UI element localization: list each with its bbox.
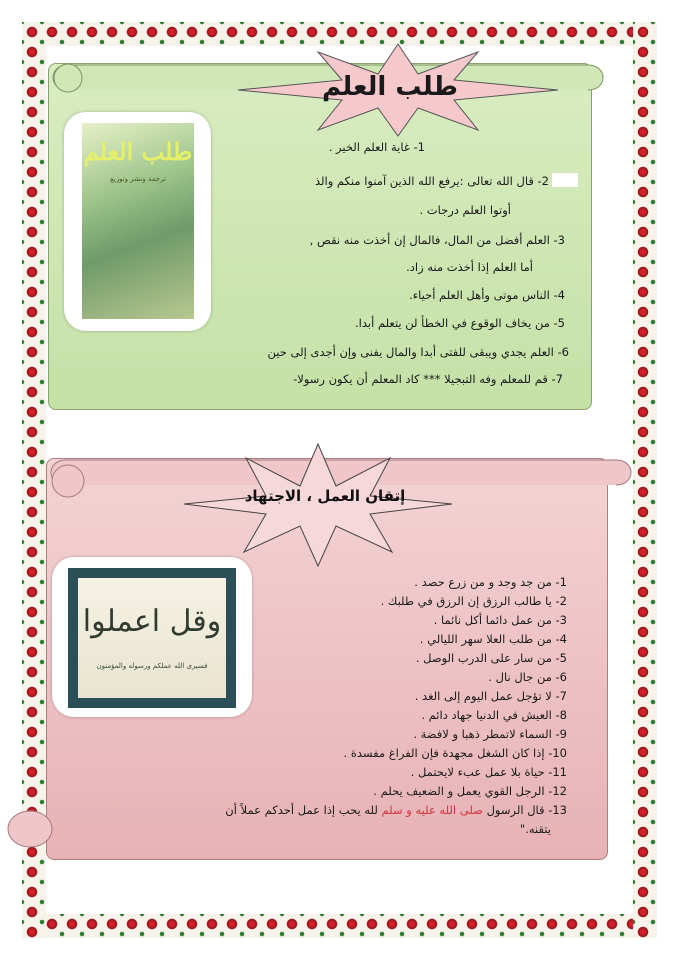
s2-line-7: 7- لا تؤجل عمل اليوم إلى الغد .	[414, 689, 567, 703]
s2-line-6: 6- من جال نال .	[488, 670, 567, 684]
s2-line-12: 12- الرجل القوي يعمل و الضعيف يحلم .	[373, 784, 567, 798]
s2-line-1: 1- من جد وجد و من زرع حصد .	[414, 575, 567, 589]
s2-line-13-cont: يتقنه."	[519, 822, 551, 836]
s2-line-2: 2- يا طالب الرزق إن الرزق في طلبك .	[380, 594, 567, 608]
scroll2-bottom-curl	[0, 805, 60, 855]
section1-title: طلب العلم	[321, 72, 459, 102]
s2-line-10: 10- إذا كان الشغل مجهدة فإن الفراغ مفسدة .	[343, 746, 567, 760]
calligraphy-sub-text: فسيرى الله عملكم ورسوله والمؤمنون	[96, 662, 208, 670]
s2-line-13-suffix: لله يحب إذا عمل أحدكم عملاً أن	[225, 803, 378, 817]
section2-title: إتقان العمل ، الاجتهاد	[244, 487, 406, 505]
flower-border-right	[633, 22, 657, 938]
s1-line-5: أما العلم إذا أخذت منه زاد.	[406, 260, 533, 274]
highlight-patch	[552, 173, 578, 187]
s1-line-8: 6- العلم يجدي ويبقى للفتى أبدا والمال يفنى وإن أجدى إلى حين	[267, 345, 569, 359]
calligraphy-frame	[52, 557, 252, 717]
s2-line-4: 4- من طلب العلا سهر الليالي .	[419, 632, 567, 646]
s2-line-3: 3- من عمل دائما أكل نائما .	[433, 613, 567, 627]
s1-line-7: 5- من يخاف الوقوع في الخطأ لن يتعلم أبدا.	[355, 316, 565, 330]
calligraphy-image	[68, 568, 236, 708]
s1-line-3: أوتوا العلم درجات .	[419, 203, 511, 217]
s1-line-6: 4- الناس موتى وأهل العلم أحياء.	[409, 288, 565, 302]
s2-line-9: 9- السماء لاتمطر ذهبا و لافضة .	[413, 727, 567, 741]
flower-border-left	[22, 22, 46, 938]
s2-line-13-prefix: 13- قال الرسول	[486, 803, 567, 817]
s2-line-5: 5- من سار على الدرب الوصل .	[415, 651, 567, 665]
s1-line-9: 7- قم للمعلم وفه التبجيلا *** كاد المعلم أن يكون رسولا-	[293, 372, 563, 386]
s2-line-13	[225, 803, 567, 817]
book-image-frame	[64, 112, 211, 331]
s1-line-1: 1- غاية العلم الخير .	[328, 140, 425, 154]
s1-line-4: 3- العلم أفضل من المال، فالمال إن أخذت منه نقص ,	[309, 233, 565, 247]
book-cover-title: طلب العلم	[83, 137, 193, 166]
s2-line-8: 8- العيش في الدنيا جهاد دائم .	[421, 708, 567, 722]
flower-border-bottom	[22, 914, 657, 938]
s2-line-11: 11- حياة بلا عمل عبء لايحتمل .	[410, 765, 567, 779]
book-cover-subtitle: ترجمة ونشر وتوزيع	[110, 175, 166, 183]
star-burst-title2	[178, 440, 458, 570]
s1-line-2: 2- قال الله تعالى :يرفع الله الذين آمنوا منكم والذ	[314, 174, 549, 188]
book-cover-image	[82, 123, 194, 319]
s2-line-13-salutation: صلى الله عليه و سلم	[381, 803, 483, 817]
calligraphy-main-text: وقل اعملوا	[82, 604, 222, 639]
